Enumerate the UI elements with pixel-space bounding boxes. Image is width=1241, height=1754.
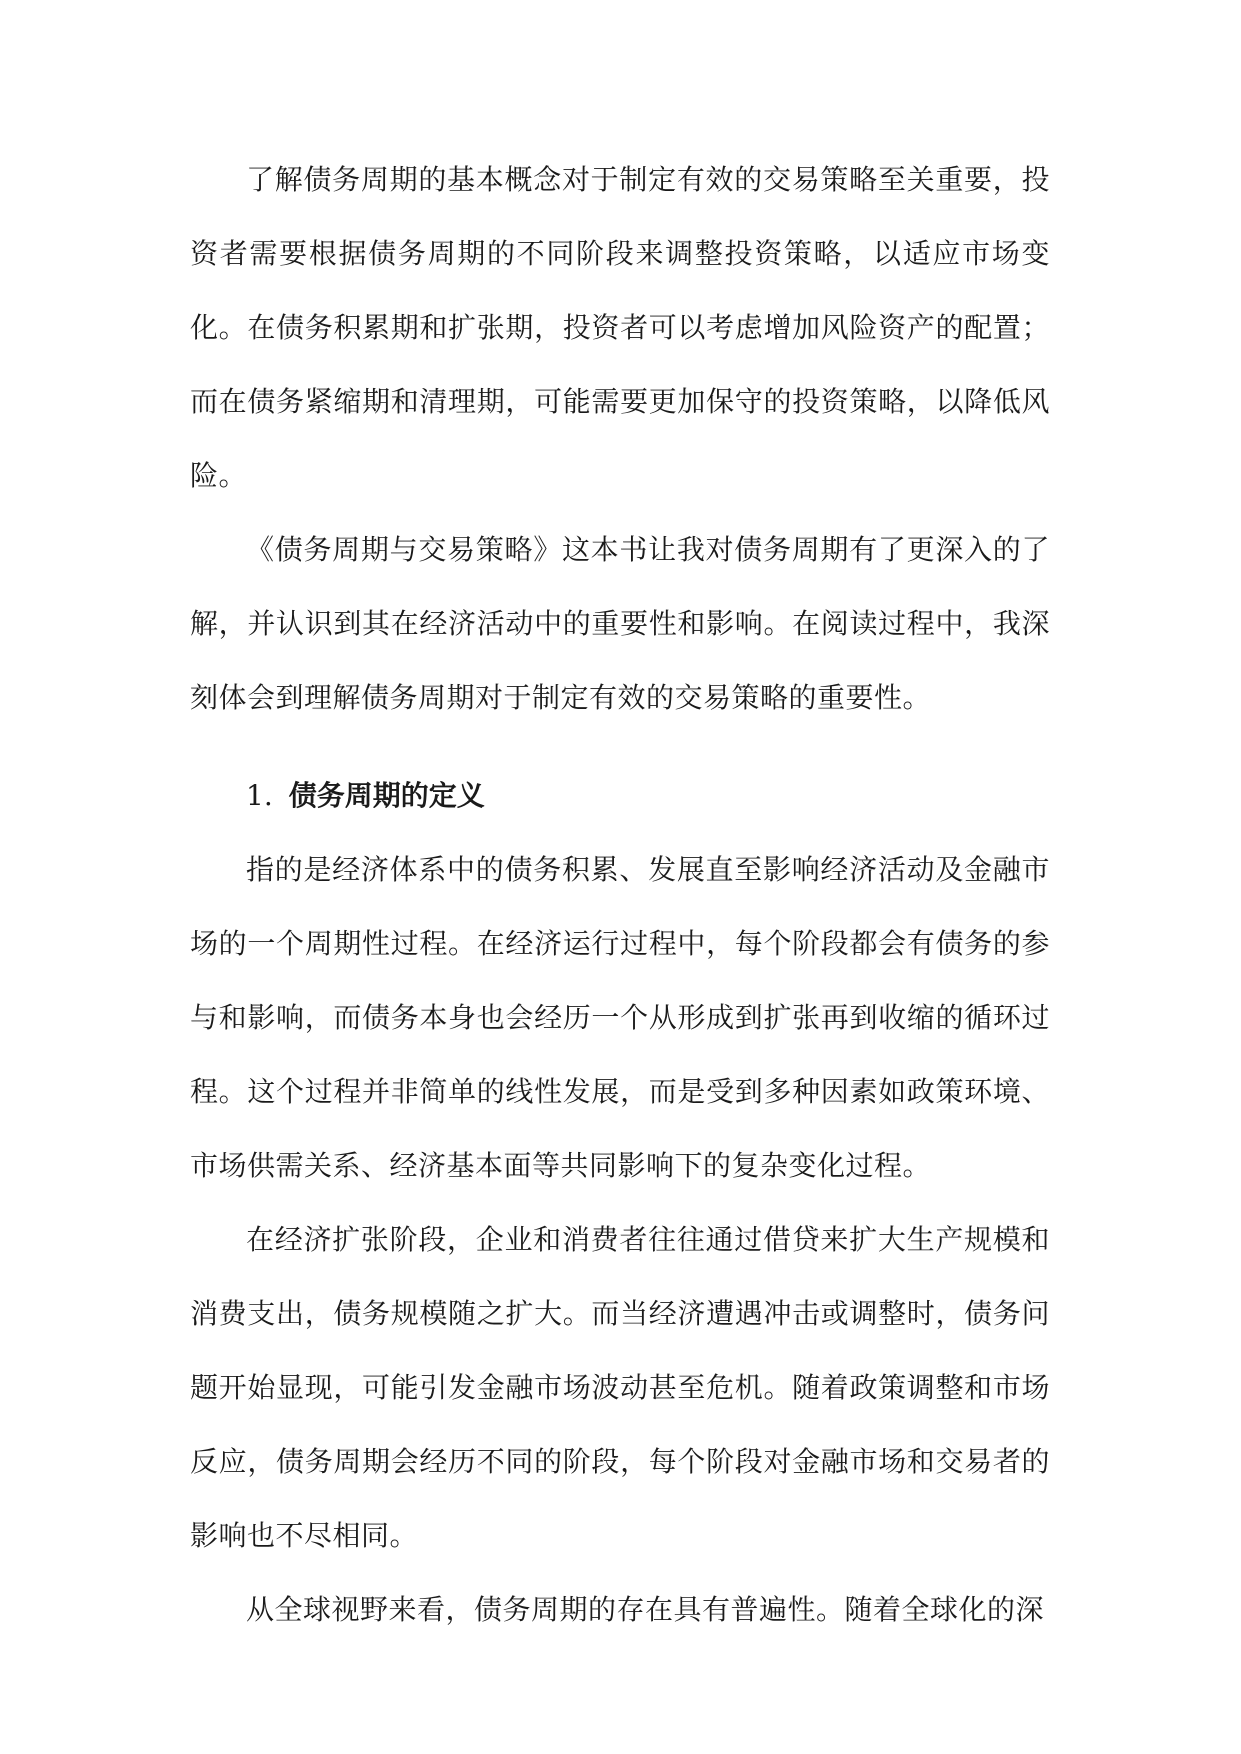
section-number: 1.	[246, 779, 273, 812]
paragraph-book-reflection: 《债务周期与交易策略》这本书让我对债务周期有了更深入的了解，并认识到其在经济活动中的重要性和影响。在阅读过程中，我深刻体会到理解债务周期对于制定有效的交易策略的重要性。	[190, 533, 1050, 714]
section-heading-definition	[190, 759, 1050, 833]
section-title: 债务周期的定义	[288, 779, 485, 812]
paragraph-definition: 指的是经济体系中的债务积累、发展直至影响经济活动及金融市场的一个周期性过程。在经济运行过程中，每个阶段都会有债务的参与和影响，而债务本身也会经历一个从形成到扩张再到收缩的循环过程。这个过程并非简单的线性发展，而是受到多种因素如政策环境、市场供需关系、经济基本面等共同影响下的复杂变化过程。	[190, 853, 1050, 1182]
page-body	[190, 143, 1050, 1647]
paragraph-debt-cycle-importance: 了解债务周期的基本概念对于制定有效的交易策略至关重要，投资者需要根据债务周期的不同阶段来调整投资策略，以适应市场变化。在债务积累期和扩张期，投资者可以考虑增加风险资产的配置；而在债务紧缩期和清理期，可能需要更加保守的投资策略，以降低风险。	[190, 163, 1050, 492]
paragraph-expansion-phase: 在经济扩张阶段，企业和消费者往往通过借贷来扩大生产规模和消费支出，债务规模随之扩大。而当经济遭遇冲击或调整时，债务问题开始显现，可能引发金融市场波动甚至危机。随着政策调整和市场反应，债务周期会经历不同的阶段，每个阶段对金融市场和交易者的影响也不尽相同。	[190, 1223, 1050, 1552]
paragraph-global-view: 从全球视野来看，债务周期的存在具有普遍性。随着全球化的深	[246, 1593, 1045, 1626]
